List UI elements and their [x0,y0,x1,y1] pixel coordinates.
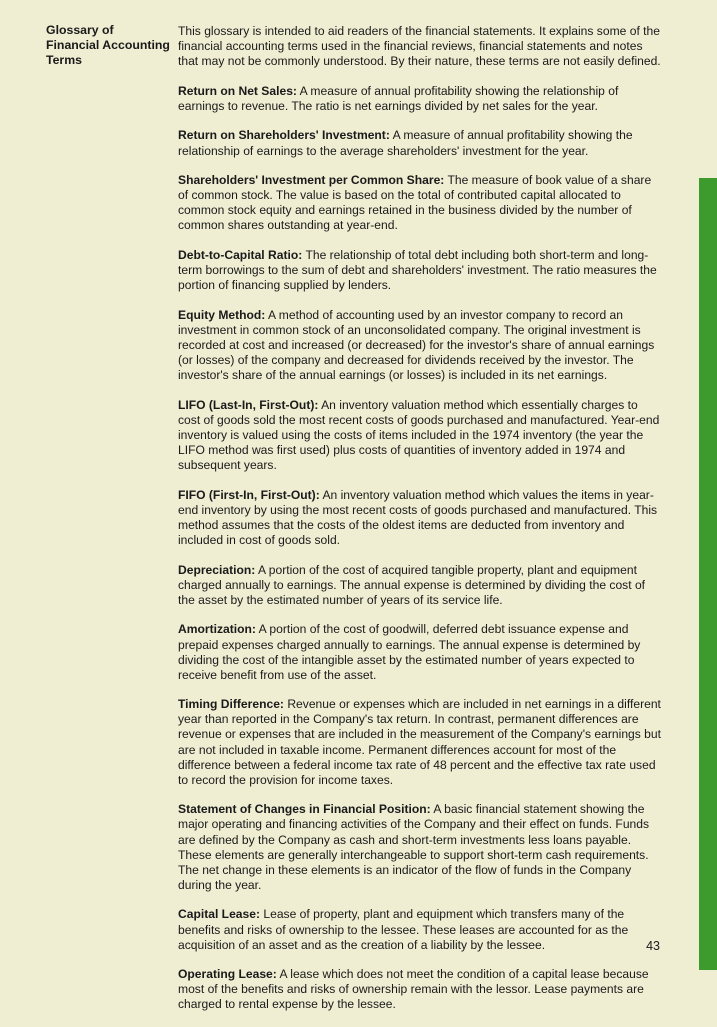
term-definition: A measure of annual profitability showing the relationship of earnings to the average shareholders' investment for the year. [178,128,633,158]
term-definition: A measure of annual profitability showing the relationship of earnings to revenue. The ratio is net earnings divided by net sales for the year. [178,83,619,113]
glossary-entry-lifo [178,398,662,473]
glossary-heading: Glossary of Financial Accounting Terms [46,23,170,67]
term-label: Equity Method: [178,307,266,322]
term-definition: A method of accounting used by an investor company to record an investment in common stock of an unconsolidated company. The original investment is recorded at cost and increased (or decreased) for the investor's share of annual earnings (or losses) of the company and decreased for dividends received by the investor. The investor's share of the annual earnings (or losses) is included in its net earnings. [178,307,655,383]
term-label: Return on Shareholders' Investment: [178,128,390,143]
glossary-entry-equity-method [178,308,662,383]
term-definition: An inventory valuation method which values the items in year-end inventory by using the most recent costs of goods purchased and manufactured. This method assumes that the costs of the oldest items are deducted from inventory and included in cost of goods sold. [178,487,658,548]
term-definition: A portion of the cost of acquired tangible property, plant and equipment charged annually to earnings. The annual expense is determined by dividing the cost of the asset by the estimated number of years of its service life. [178,562,646,607]
glossary-entry-timing-difference [178,697,662,788]
term-definition: The relationship of total debt including both short-term and long-term borrowings to the sum of debt and shareholders' investment. The ratio measures the portion of financing supplied by lenders. [178,248,657,293]
green-edge-tab [699,178,717,970]
term-label: Shareholders' Investment per Common Share: [178,173,445,188]
glossary-entry-depreciation [178,563,662,608]
term-definition: Revenue or expenses which are included in net earnings in a different year than reported in the Company's tax return. In contrast, permanent differences are revenue or expenses that are included in the measurement of the Company's earnings but are not included in taxable income. Permanent differences account for most of the difference between a federal income tax rate of 48 percent and the effective tax rate used to record the provision for income taxes. [178,697,661,787]
term-label: Statement of Changes in Financial Position: [178,802,431,817]
term-label: Debt-to-Capital Ratio: [178,248,303,263]
term-label: LIFO (Last-In, First-Out): [178,397,319,412]
glossary-intro: This glossary is intended to aid readers of the financial statements. It explains some of the financial accounting terms used in the financial reviews, financial statements and notes that may not be commonly understood. By their nature, these terms are not easily defined. [178,24,661,69]
glossary-entry-return-on-shareholders-investment [178,128,662,158]
glossary-content [178,24,662,1027]
term-definition: A basic financial statement showing the major operating and financing activities of the Company and their effect on funds. Funds are defined by the Company as cash and short-term investments less loans payable. These elements are generally interchangeable to support short-term cash requirements. The net change in these elements is an indicator of the flow of funds in the Company during the year. [178,802,650,892]
term-definition: A portion of the cost of goodwill, deferred debt issuance expense and prepaid expenses charged annually to earnings. The annual expense is determined by dividing the cost of the intangible asset by the estimated number of years expected to receive benefit from use of the asset. [178,622,641,682]
glossary-entry-shareholders-investment-per-share [178,173,662,233]
term-label: Depreciation: [178,562,256,577]
term-definition: An inventory valuation method which essentially charges to cost of goods sold the most recent costs of goods purchased and manufactured. Year-end inventory is valued using the costs of items included in the 1974 inventory (the year the LIFO method was first used) plus costs of quantities of inventory added in 1974 and subsequent years. [178,397,660,473]
glossary-entry-debt-to-capital-ratio [178,248,662,293]
term-definition: A lease which does not meet the condition of a capital lease because most of the benefits and risks of ownership remain with the lessor. Lease payments are charged to rental expense by the lessee. [178,967,649,1012]
glossary-entry-fifo [178,488,662,548]
term-definition: The measure of book value of a share of common stock. The value is based on the total of contributed capital allocated to common stock equity and earnings retained in the business divided by the number of common shares outstanding at year-end. [178,173,652,233]
term-label: Operating Lease: [178,967,277,982]
glossary-entry-capital-lease [178,907,662,952]
glossary-entry-amortization [178,622,662,682]
term-label: Return on Net Sales: [178,83,297,98]
glossary-entry-operating-lease [178,967,662,1012]
term-label: FIFO (First-In, First-Out): [178,487,320,502]
term-definition: Lease of property, plant and equipment which transfers many of the benefits and risks of ownership to the lessee. These leases are accounted for as the acquisition of an asset and as the creation of a liability by the lessee. [178,907,629,952]
term-label: Timing Difference: [178,697,284,712]
term-label: Capital Lease: [178,907,260,922]
term-label: Amortization: [178,622,256,637]
page-number: 43 [646,939,660,953]
glossary-entry-statement-of-changes [178,802,662,893]
glossary-entry-return-on-net-sales [178,84,662,114]
